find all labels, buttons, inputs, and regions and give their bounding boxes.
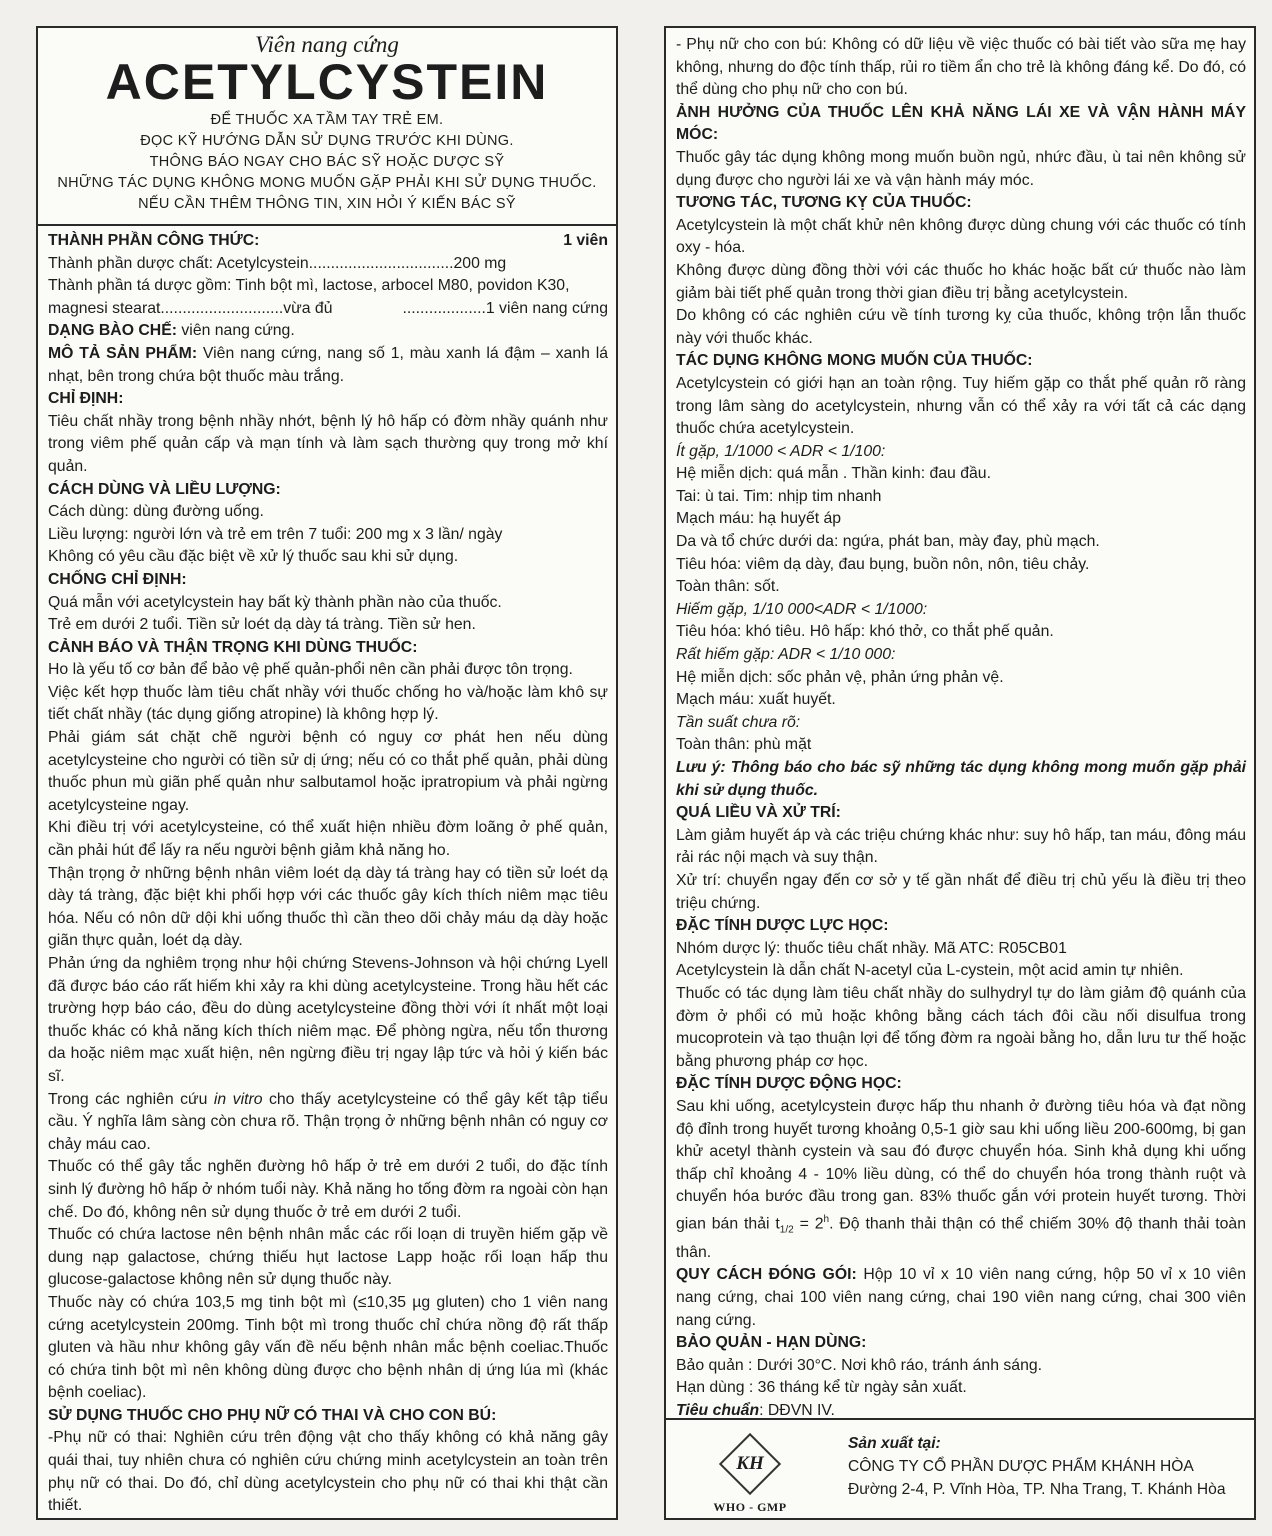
manufacturer-address: Đường 2-4, P. Vĩnh Hòa, TP. Nha Trang, T. Khánh Hòa <box>848 1481 1226 1498</box>
warnings-heading: CẢNH BÁO VÀ THẬN TRỌNG KHI DÙNG THUỐC: <box>48 638 418 656</box>
adverse-line: Mạch máu: hạ huyết áp <box>676 510 842 528</box>
adverse-line: Toàn thân: sốt. <box>676 578 780 596</box>
adverse-unknown-label: Tần suất chưa rõ: <box>676 713 801 731</box>
leaflet-right-body <box>666 28 1254 1423</box>
leaflet-left-body <box>38 226 616 1518</box>
adverse-line: Mạch máu: xuất huyết. <box>676 691 836 709</box>
pk-text: Sau khi uống, acetylcystein được hấp thu nhanh ở đường tiêu hóa và đạt nồng độ đỉnh trong huyết tương khoảng 0,5-1 giờ sau khi uống liều 200-600mg, bị gan khử acetyl thành cystein và sau đó được chuyển hóa. Sinh khả dụng khi uống thấp chỉ khoảng 4 - 10% liều dùng, có thể do chuyển hóa trong thành ruột và chuyển hóa bước đầu trong gan. 83% thuốc gắn với protein huyết tương. Thời gian bán thải t <box>676 1097 1246 1233</box>
adverse-very-rare-label: Rất hiếm gặp: ADR < 1/10 000: <box>676 646 896 664</box>
adverse-line: Tiêu hóa: viêm dạ dày, đau bụng, buồn nôn, nôn, tiêu chảy. <box>676 555 1090 573</box>
composition-heading-row <box>48 230 608 253</box>
warning-line-2: ĐỌC KỸ HƯỚNG DẪN SỬ DỤNG TRƯỚC KHI DÙNG. <box>140 133 514 149</box>
adverse-heading: TÁC DỤNG KHÔNG MONG MUỐN CỦA THUỐC: <box>676 352 1033 370</box>
leaflet-left-page <box>36 26 618 1520</box>
pharmacodynamics-paragraph: Nhóm dược lý: thuốc tiêu chất nhầy. Mã ATC: R05CB01 <box>676 939 1067 957</box>
interaction-paragraph: Acetylcystein là một chất khử nên không được dùng chung với các thuốc có tính oxy - hóa. <box>676 216 1246 257</box>
pharmacodynamics-paragraph: Thuốc có tác dụng làm tiêu chất nhầy do sulhydryl tự do làm giảm độ quánh của đờm ở phổi có mủ hoặc không bằng cách tách đôi cầu nối disulfua trong mucoprotein và tạo thuận lợi để tống đờm ra ngoài bằng ho, dẫn lưu tư thế hoặc bằng phương pháp cơ học. <box>676 984 1246 1070</box>
warning-paragraph: Phản ứng da nghiêm trọng như hội chứng Stevens-Johnson và hội chứng Lyell đã được báo cáo rất hiếm khi xảy ra khi dùng acetylcysteine. Trong hầu hết các trường hợp báo cáo, đều do dùng acetylcysteine đồng thời với ít nhất một loại thuốc khác có khả năng kích thích niêm mạc. Để phòng ngừa, nếu tổn thương da hoặc niêm mạc xuất hiện, nên ngừng điều trị ngay lập tức và hỏi ý kiến bác sĩ. <box>48 955 608 1085</box>
adverse-rare-label: Hiếm gặp, 1/10 000<ADR < 1/1000: <box>676 600 928 618</box>
contraindication-line: Trẻ em dưới 2 tuổi. Tiền sử loét dạ dày tá tràng. Tiền sử hen. <box>48 616 476 634</box>
usage-line: Cách dùng: dùng đường uống. <box>48 503 264 521</box>
leaflet-right-page <box>664 26 1256 1520</box>
description-section <box>48 343 608 388</box>
pk-text: = 2 <box>793 1215 824 1233</box>
adverse-line: Hệ miễn dịch: sốc phản vệ, phản ứng phản vệ. <box>676 668 1004 686</box>
half-life-subscript: 1/2 <box>779 1224 794 1236</box>
overdose-paragraph: Làm giảm huyết áp và các triệu chứng khác như: suy hô hấp, tan máu, đông máu rải rác nội mạch và suy thận. <box>676 826 1246 867</box>
description-heading: MÔ TẢ SẢN PHẨM: <box>48 344 198 362</box>
pregnancy-text: -Phụ nữ có thai: Nghiên cứu trên động vật cho thấy không có khả năng gây quái thai, tuy nhiên chưa có nghiên cứu chứng minh acetylcystein an toàn trên phụ nữ có thai. Do đó, chỉ dùng acetylcystein cho phụ nữ có thai khi thật cần thiết. <box>48 1429 608 1515</box>
overdose-paragraph: Xử trí: chuyển ngay đến cơ sở y tế gần nhất để điều trị chủ yếu là điều trị theo triệu chứng. <box>676 871 1246 912</box>
adverse-line: Hệ miễn dịch: quá mẫn . Thần kinh: đau đầu. <box>676 465 991 483</box>
pharmacokinetics-heading: ĐẶC TÍNH DƯỢC ĐỘNG HỌC: <box>676 1075 902 1093</box>
warning-paragraph: Phải giám sát chặt chẽ người bệnh có nguy cơ phát hen nếu dùng acetylcysteine cho người có tiền sử dị ứng; nếu có co thắt phế quản, phải dùng thuốc phun mù giãn phế quản như salbutamol hoặc ipratropium và phải ngừng acetylcysteine ngay. <box>48 729 608 814</box>
dosage-form-section <box>48 320 608 343</box>
driving-text: Thuốc gây tác dụng không mong muốn buồn ngủ, nhức đầu, ù tai nên không sử dụng được cho người lái xe và vận hành máy móc. <box>676 148 1246 189</box>
logo-diamond-icon <box>719 1433 781 1495</box>
pharmacodynamics-heading: ĐẶC TÍNH DƯỢC LỰC HỌC: <box>676 917 889 935</box>
pregnancy-heading: SỬ DỤNG THUỐC CHO PHỤ NỮ CÓ THAI VÀ CHO CON BÚ: <box>48 1406 497 1424</box>
active-ingredient: Thành phần dược chất: Acetylcystein.................................200 mg <box>48 254 507 272</box>
contraindications-heading: CHỐNG CHỈ ĐỊNH: <box>48 570 187 588</box>
warning-paragraph: Thuốc có chứa lactose nên bệnh nhân mắc các rối loạn di truyền hiếm gặp về dung nạp galactose, chứng thiếu hụt lactose Lapp hoặc rối loạn hấp thu glucose-galactose không nên sử dụng thuốc này. <box>48 1226 608 1289</box>
adverse-note: Lưu ý: Thông báo cho bác sỹ những tác dụng không mong muốn gặp phải khi sử dụng thuốc. <box>676 759 1246 799</box>
manufacturer-label: Sản xuất tại: <box>848 1435 941 1452</box>
warning-line-5: NẾU CẦN THÊM THÔNG TIN, XIN HỎI Ý KIẾN BÁC SỸ <box>138 196 516 212</box>
excipients-left: magnesi stearat............................vừa đủ <box>48 299 333 317</box>
usage-line: Liều lượng: người lớn và trẻ em trên 7 tuổi: 200 mg x 3 lần/ ngày <box>48 525 503 543</box>
pharmacodynamics-paragraph: Acetylcystein là dẫn chất N-acetyl của L-cystein, một acid amin tự nhiên. <box>676 962 1184 980</box>
warning-paragraph: Khi điều trị với acetylcysteine, có thể xuất hiện nhiều đờm loãng ở phế quản, cần phải hút để lấy ra nếu người bệnh giảm khả năng ho. <box>48 819 608 860</box>
indications-text: Tiêu chất nhầy trong bệnh nhầy nhớt, bệnh lý hô hấp có đờm nhầy quánh như trong viêm phế quản cấp và mạn tính và làm sạch thường quy trong mở khí quản. <box>48 412 608 475</box>
usage-heading: CÁCH DÙNG VÀ LIỀU LƯỢNG: <box>48 480 281 498</box>
storage-line: Bảo quản : Dưới 30°C. Nơi khô ráo, tránh ánh sáng. <box>676 1356 1043 1374</box>
driving-heading: ẢNH HƯỞNG CỦA THUỐC LÊN KHẢ NĂNG LÁI XE VÀ VẬN HÀNH MÁY MÓC: <box>676 103 1246 144</box>
leaflet-header <box>38 28 616 226</box>
interaction-paragraph: Không được dùng đồng thời với các thuốc ho khác hoặc bất cứ thuốc nào làm giảm bài tiết phế quản trong thời gian điều trị bằng acetylcystein. <box>676 261 1246 302</box>
usage-line: Không có yêu cầu đặc biệt về xử lý thuốc sau khi sử dụng. <box>48 548 459 566</box>
warning-paragraph: Thận trọng ở những bệnh nhân viêm loét dạ dày tá tràng hay có tiền sử loét dạ dày tá tràng, đặc biệt khi phối hợp với các thuốc gây kích thích niêm mạc tiêu hóa. Nếu có nôn dữ dội khi uống thuốc thì cần theo dõi chảy máu dạ dày hoặc giãn thực quản, loét dạ dày. <box>48 864 608 950</box>
adverse-common-label: Ít gặp, 1/1000 < ADR < 1/100: <box>676 442 886 460</box>
warning-paragraph: Thuốc có thể gây tắc nghẽn đường hô hấp ở trẻ em dưới 2 tuổi, do đặc tính sinh lý đường hô hấp ở nhóm tuổi này. Khả năng ho tống đờm ra ngoài còn hạn chế. Do đó, không nên sử dụng thuốc ở trẻ em dưới 2 tuổi. <box>48 1158 608 1221</box>
packaging-text: Hộp 10 vỉ x 10 viên nang cứng, hộp 50 vỉ x 10 viên nang cứng, chai 100 viên nang cứng, chai 190 viên nang cứng, chai 300 viên nang cứng. <box>676 1266 1246 1329</box>
contraindication-line: Quá mẫn với acetylcystein hay bất kỳ thành phần nào của thuốc. <box>48 593 502 611</box>
in-vitro-term: in vitro <box>213 1090 263 1108</box>
logo-monogram: KH <box>736 1453 764 1474</box>
packaging-section <box>676 1264 1246 1332</box>
pk-text: . Độ thanh thải thận có thể chiếm 30% độ thanh thải toàn thân. <box>676 1215 1246 1261</box>
warning-line-1: ĐỂ THUỐC XA TẦM TAY TRẺ EM. <box>210 112 444 128</box>
dosage-form-heading: DẠNG BÀO CHẾ: <box>48 322 178 340</box>
warning-paragraph: Thuốc này có chứa 103,5 mg tinh bột mì (≤10,35 µg gluten) cho 1 viên nang cứng acetylcystein 200mg. Tinh bột mì trong thuốc chỉ chứa nồng độ rất thấp gluten và hầu như không gây vấn đề nếu bệnh nhân mắc bệnh coeliac.Thuốc có chứa tinh bột mì nên không dùng được cho bệnh nhân dị ứng lúa mì (khác bệnh coeliac). <box>48 1293 608 1402</box>
product-title: ACETYLCYSTEIN <box>105 54 549 110</box>
dosage-form-text: viên nang cứng. <box>177 322 295 340</box>
interaction-paragraph: Do không có các nghiên cứu về tính tương kỵ của thuốc, không trộn lẫn thuốc này với thuốc khác. <box>676 307 1246 347</box>
adverse-line: Tai: ù tai. Tim: nhịp tim nhanh <box>676 487 882 505</box>
excipients-line-1: Thành phần tá dược gồm: Tinh bột mì, lactose, arbocel M80, povidon K30, <box>48 277 570 295</box>
storage-heading: BẢO QUẢN - HẠN DÙNG: <box>676 1334 867 1352</box>
warning-paragraph <box>48 1089 608 1157</box>
warning-text: Trong các nghiên cứu <box>48 1090 214 1108</box>
company-logo <box>710 1436 790 1515</box>
standard-value: : DĐVN IV. <box>759 1402 835 1420</box>
packaging-heading: QUY CÁCH ĐÓNG GÓI: <box>676 1266 857 1284</box>
storage-line: Hạn dùng : 36 tháng kể từ ngày sản xuất. <box>676 1379 967 1397</box>
warning-paragraph: Ho là yếu tố cơ bản để bảo vệ phế quản-phổi nên cần phải được tôn trọng. <box>48 661 573 679</box>
warning-paragraph: Việc kết hợp thuốc làm tiêu chất nhầy với thuốc chống ho và/hoặc làm khô sự tiết chất nhầy (tác dụng giống atropine) là không hợp lý. <box>48 683 608 724</box>
description-text: Viên nang cứng, nang số 1, màu xanh lá đậm – xanh lá nhạt, bên trong chứa bột thuốc màu trắng. <box>48 344 608 385</box>
pharmacokinetics-text <box>676 1096 1246 1265</box>
indications-heading: CHỈ ĐỊNH: <box>48 390 124 408</box>
adverse-intro: Acetylcystein có giới hạn an toàn rộng. Tuy hiếm gặp co thắt phế quản rõ ràng trong lâm sàng do acetylcystein, nhưng vẫn có thể xảy ra với tất cả các dạng thuốc chứa acetylcystein. <box>676 374 1246 438</box>
composition-heading: THÀNH PHẦN CÔNG THỨC: <box>48 232 260 249</box>
breastfeeding-text: - Phụ nữ cho con bú: Không có dữ liệu về việc thuốc có bài tiết vào sữa mẹ hay không, nhưng do độc tính thấp, rủi ro tiềm ẩn cho trẻ là không đáng kể. Do đó, có thể dùng cho phụ nữ cho con bú. <box>676 36 1246 99</box>
excipients-line-2 <box>48 298 608 321</box>
interactions-heading: TƯƠNG TÁC, TƯƠNG KỴ CỦA THUỐC: <box>676 194 972 212</box>
hour-superscript: h <box>823 1213 830 1225</box>
warning-line-4: NHỮNG TÁC DỤNG KHÔNG MONG MUỐN GẶP PHẢI KHI SỬ DỤNG THUỐC. <box>57 175 597 191</box>
warning-line-3: THÔNG BÁO NGAY CHO BÁC SỸ HOẶC DƯỢC SỸ <box>149 154 505 170</box>
excipients-right: ...................1 viên nang cứng <box>402 299 608 317</box>
manufacturer-company: CÔNG TY CỔ PHẦN DƯỢC PHẨM KHÁNH HÒA <box>848 1458 1194 1475</box>
adverse-line: Toàn thân: phù mặt <box>676 736 812 754</box>
composition-unit: 1 viên <box>563 232 608 249</box>
manufacturer-info <box>848 1432 1226 1501</box>
standard-label: Tiêu chuẩn <box>676 1402 760 1420</box>
adverse-line: Da và tổ chức dưới da: ngứa, phát ban, mày đay, phù mạch. <box>676 533 1100 551</box>
dosage-form-subtitle: Viên nang cứng <box>255 32 399 57</box>
gmp-certification: WHO - GMP <box>713 1500 787 1514</box>
warning-text: cho thấy acetylcysteine có thể gây kết tập tiểu cầu. Ý nghĩa lâm sàng còn chưa rõ. Thận trọng ở những bệnh nhân có nguy cơ chảy máu cao. <box>48 1090 608 1153</box>
overdose-heading: QUÁ LIỀU VÀ XỬ TRÍ: <box>676 804 841 822</box>
manufacturer-footer <box>666 1418 1254 1518</box>
adverse-line: Tiêu hóa: khó tiêu. Hô hấp: khó thở, co thắt phế quản. <box>676 623 1054 641</box>
